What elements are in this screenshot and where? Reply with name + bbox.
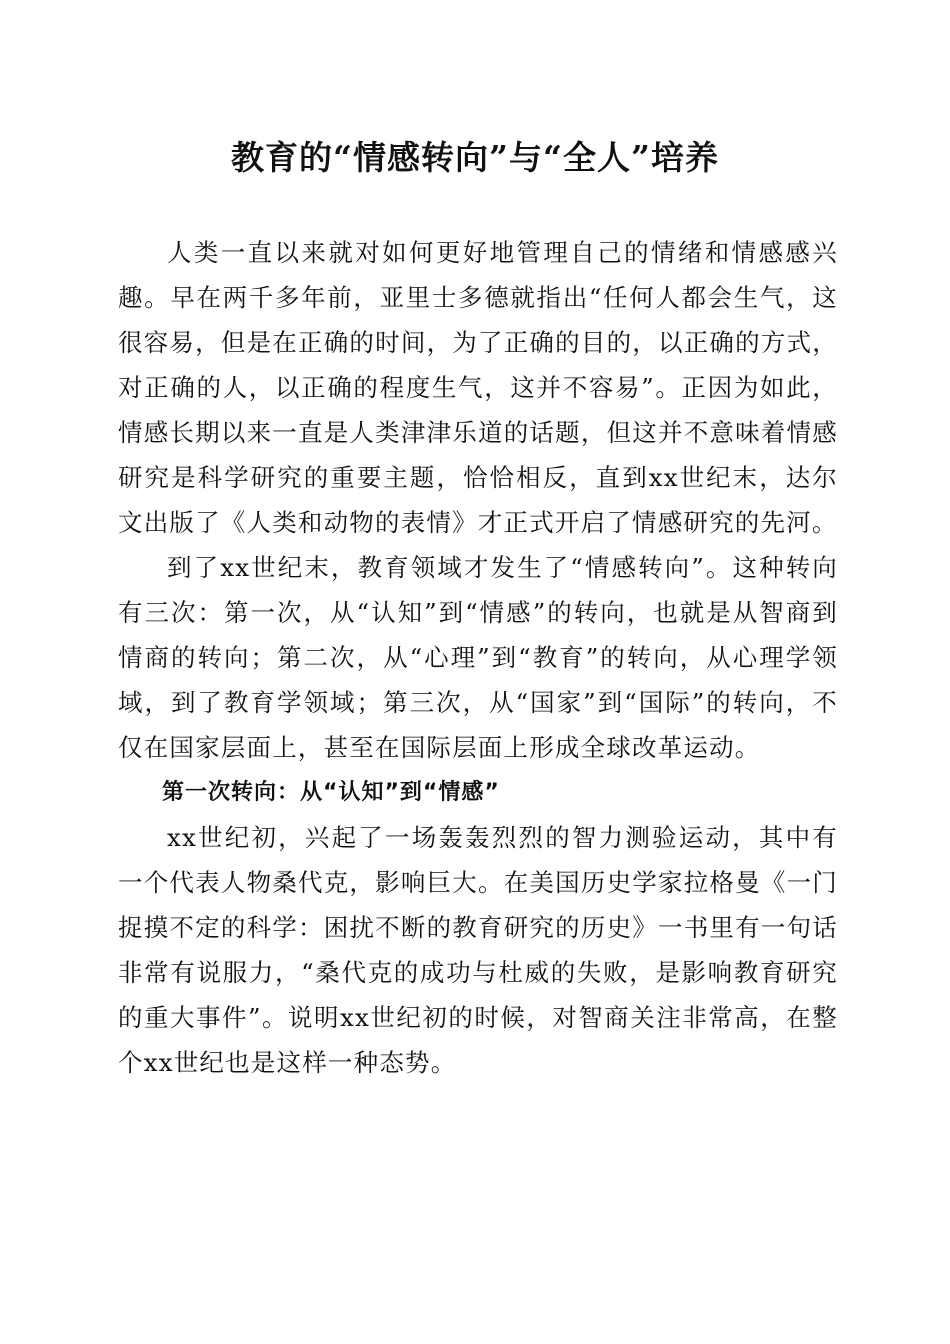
paragraph-1: 人类一直以来就对如何更好地管理自己的情绪和情感感兴趣。早在两千多年前，亚里士多德就指出“任何人都会生气，这很容易，但是在正确的时间，为了正确的目的，以正确的方式，对正确的人，以正确的程度生气，这并不容易”。正因为如此，情感长期以来一直是人类津津乐道的话题，但这并不意味着情感研究是科学研究的重要主题，恰恰相反，直到xx世纪末，达尔文出版了《人类和动物的表情》才正式开启了情感研究的先河。	[118, 238, 838, 537]
document-body	[118, 230, 838, 1085]
paragraph-2: 到了xx世纪末，教育领域才发生了“情感转向”。这种转向有三次：第一次，从“认知”到“情感”的转向，也就是从智商到情商的转向；第二次，从“心理”到“教育”的转向，从心理学领域，到了教育学领域；第三次，从“国家”到“国际”的转向，不仅在国家层面上，甚至在国际层面上形成全球改革运动。	[118, 553, 838, 762]
paragraph-3: xx世纪初，兴起了一场轰轰烈烈的智力测验运动，其中有一个代表人物桑代克，影响巨大。在美国历史学家拉格曼《一门捉摸不定的科学：困扰不断的教育研究的历史》一书里有一句话非常有说服力，“桑代克的成功与杜威的失败，是影响教育研究的重大事件”。说明xx世纪初的时候，对智商关注非常高，在整个xx世纪也是这样一种态势。	[118, 823, 838, 1077]
section-subheading: 第一次转向：从“认知”到“情感”	[162, 780, 500, 805]
document-title: 教育的“情感转向”与“全人”培养	[231, 138, 719, 177]
